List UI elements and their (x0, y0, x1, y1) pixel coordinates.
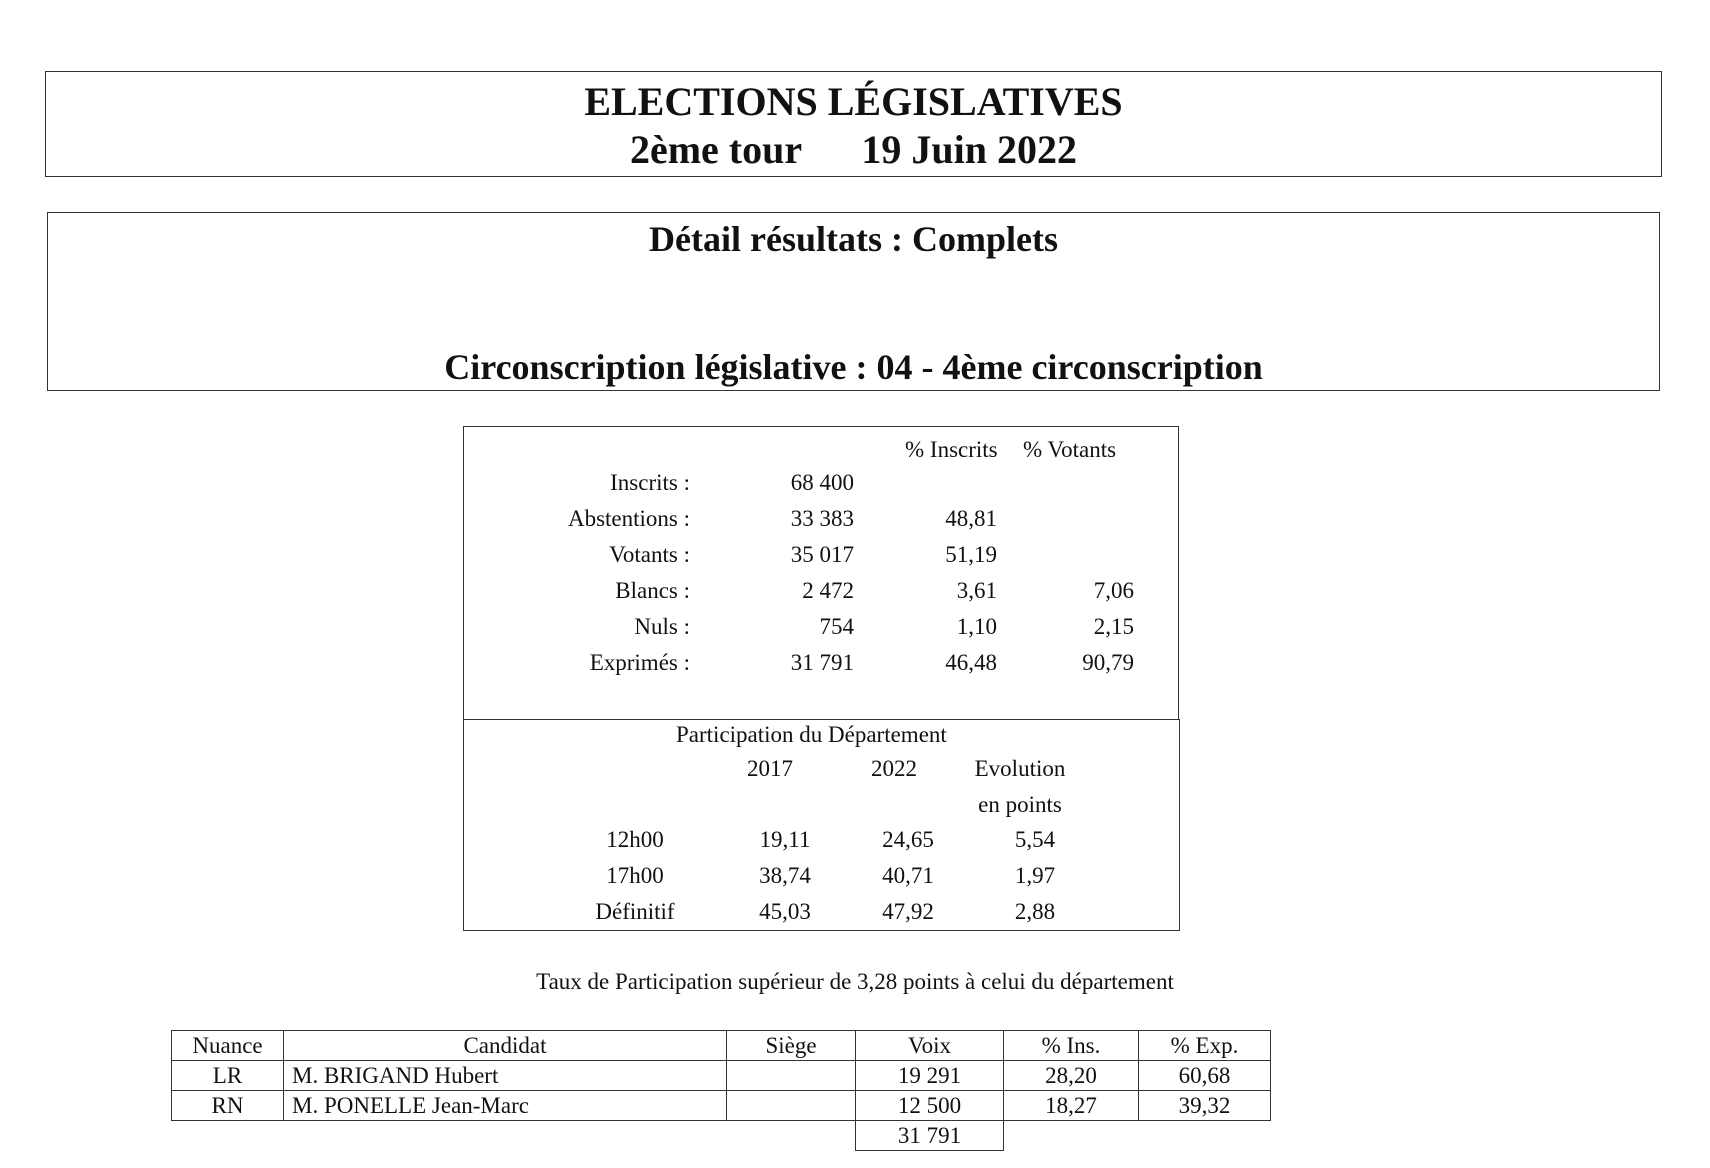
col-header-2017: 2017 (747, 756, 793, 781)
stats-pct-votants: 7,06 (1093, 578, 1134, 603)
participation-label: 12h00 (606, 827, 664, 852)
participation-2017: 38,74 (759, 863, 811, 888)
col-header-pct-votants: % Votants (1023, 437, 1117, 462)
participation-evolution: 2,88 (1014, 899, 1056, 924)
table-row (172, 1061, 1271, 1091)
stats-pct-inscrits: 3,61 (956, 578, 997, 603)
participation-2022: 47,92 (882, 899, 934, 924)
col-header-evolution: Evolution (974, 756, 1066, 781)
header-voix: Voix (856, 1031, 1004, 1061)
col-header-2022: 2022 (871, 756, 917, 781)
stats-pct-votants: 2,15 (1093, 614, 1134, 639)
stats-pct-inscrits: 46,48 (945, 650, 997, 675)
taux-participation-note: Taux de Participation supérieur de 3,28 points à celui du département (536, 969, 1174, 994)
header-candidat: Candidat (284, 1031, 727, 1061)
stats-label: Blancs : (615, 578, 690, 603)
nuance-cell: LR (172, 1061, 284, 1091)
participation-evolution: 1,97 (1014, 863, 1056, 888)
participation-label: Définitif (595, 899, 675, 924)
stats-value: 35 017 (790, 542, 854, 567)
participation-2022: 24,65 (882, 827, 934, 852)
candidate-name-cell: M. BRIGAND Hubert (284, 1061, 727, 1091)
election-title: ELECTIONS LÉGISLATIVES (584, 79, 1123, 124)
header-nuance: Nuance (172, 1031, 284, 1061)
table-row (172, 1091, 1271, 1121)
stats-label: Abstentions : (567, 506, 690, 531)
stats-pct-votants: 90,79 (1082, 650, 1134, 675)
nuance-cell: RN (172, 1091, 284, 1121)
election-round-date (46, 126, 1661, 173)
circonscription-title: Circonscription législative : 04 - 4ème circonscription (444, 347, 1263, 387)
participation-title: Participation du Département (676, 722, 947, 747)
stats-value: 31 791 (790, 650, 854, 675)
col-header-pct-inscrits: % Inscrits (905, 437, 998, 462)
participation-2017: 45,03 (759, 899, 811, 924)
stats-value: 754 (819, 614, 854, 639)
stats-label: Exprimés : (589, 650, 690, 675)
voix-cell: 12 500 (856, 1091, 1004, 1121)
stats-label: Votants : (609, 542, 690, 567)
candidates-header-row (172, 1031, 1271, 1061)
header-siege: Siège (727, 1031, 856, 1061)
stats-pct-inscrits: 51,19 (945, 542, 997, 567)
stats-pct-inscrits: 1,10 (956, 614, 997, 639)
siege-cell (727, 1091, 856, 1121)
election-header-box (45, 71, 1662, 177)
pct-exp-cell: 60,68 (1139, 1061, 1271, 1091)
voix-cell: 19 291 (856, 1061, 1004, 1091)
participation-evolution: 5,54 (1014, 827, 1056, 852)
candidates-table (171, 1030, 1271, 1151)
participation-label: 17h00 (606, 863, 664, 888)
total-voix-cell: 31 791 (856, 1121, 1004, 1151)
election-date: 19 Juin 2022 (861, 127, 1078, 172)
col-header-en-points: en points (978, 792, 1062, 817)
participation-2017: 19,11 (759, 827, 811, 852)
pct-ins-cell: 18,27 (1004, 1091, 1139, 1121)
stats-value: 2 472 (802, 578, 854, 603)
total-row (172, 1121, 1271, 1151)
siege-cell (727, 1061, 856, 1091)
pct-exp-cell: 39,32 (1139, 1091, 1271, 1121)
candidate-name-cell: M. PONELLE Jean-Marc (284, 1091, 727, 1121)
header-pct-ins: % Ins. (1004, 1031, 1139, 1061)
participation-2022: 40,71 (882, 863, 934, 888)
stats-pct-inscrits: 48,81 (945, 506, 997, 531)
stats-label: Inscrits : (610, 470, 690, 495)
stats-value: 68 400 (790, 470, 854, 495)
stats-label: Nuls : (634, 614, 690, 639)
header-pct-exp: % Exp. (1139, 1031, 1271, 1061)
detail-title: Détail résultats : Complets (649, 219, 1058, 259)
detail-box (47, 212, 1660, 391)
stats-value: 33 383 (790, 506, 854, 531)
election-round: 2ème tour (629, 127, 802, 172)
pct-ins-cell: 28,20 (1004, 1061, 1139, 1091)
